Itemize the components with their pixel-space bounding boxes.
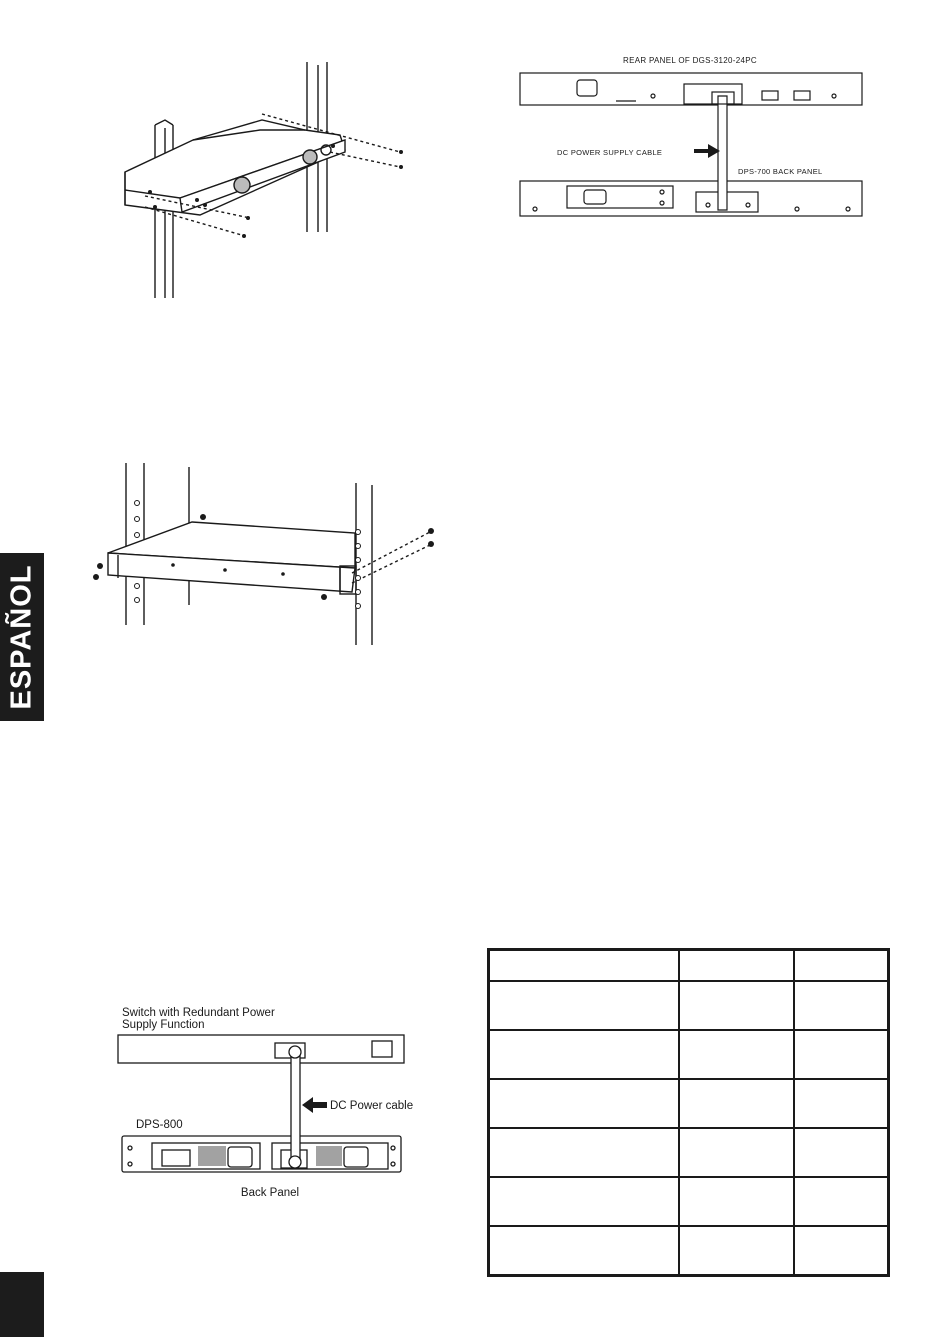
dc-cable-label: DC POWER SUPPLY CABLE — [557, 148, 663, 157]
table-cell — [489, 1030, 680, 1079]
table-cell — [489, 1079, 680, 1128]
table-cell — [489, 1177, 680, 1226]
table-cell — [679, 981, 794, 1030]
table-cell — [794, 1177, 889, 1226]
table-cell — [679, 1226, 794, 1276]
table-cell — [679, 1128, 794, 1177]
page-corner-block — [0, 1272, 44, 1337]
table-cell — [489, 1128, 680, 1177]
table-row — [489, 1226, 889, 1276]
table-cell — [794, 1079, 889, 1128]
table-cell — [489, 1226, 680, 1276]
table-header-cell — [679, 950, 794, 982]
table-cell — [489, 981, 680, 1030]
table-cell — [794, 1128, 889, 1177]
table-cell — [794, 1226, 889, 1276]
table-row — [489, 1030, 889, 1079]
table-header-row — [489, 950, 889, 982]
table-row — [489, 1079, 889, 1128]
dps800-cable-label: DC Power cable — [330, 1100, 414, 1112]
table-row — [489, 1128, 889, 1177]
table-cell — [679, 1079, 794, 1128]
dps700-label: DPS-700 BACK PANEL — [738, 167, 823, 176]
spec-table — [487, 948, 890, 1277]
table-row — [489, 981, 889, 1030]
table-cell — [679, 1030, 794, 1079]
language-side-tab — [0, 553, 44, 721]
switch-label-2: Supply Function — [122, 1019, 205, 1031]
switch-label-1: Switch with Redundant Power — [122, 1007, 275, 1019]
dps800-label: DPS-800 — [136, 1119, 183, 1131]
table-cell — [679, 1177, 794, 1226]
table-header-cell — [489, 950, 680, 982]
table-header-cell — [794, 950, 889, 982]
language-tab-label: ESPAÑOL — [5, 564, 38, 710]
table-cell — [794, 1030, 889, 1079]
table-row — [489, 1177, 889, 1226]
rear-panel-title: REAR PANEL OF DGS-3120-24PC — [623, 56, 757, 65]
table-cell — [794, 981, 889, 1030]
back-panel-caption: Back Panel — [240, 1187, 300, 1199]
